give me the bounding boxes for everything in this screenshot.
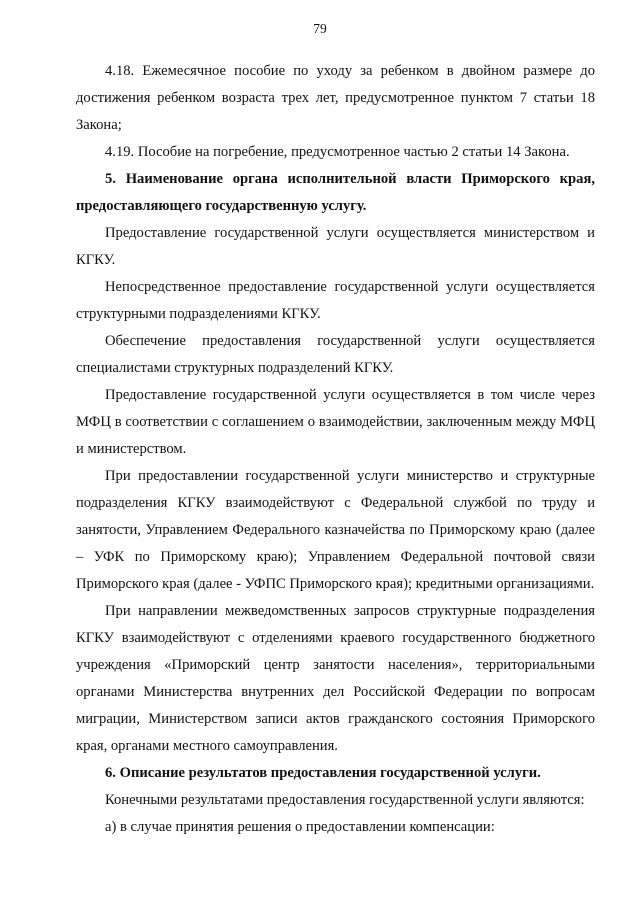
page-number: 79: [313, 21, 327, 36]
paragraph-item-a: а) в случае принятия решения о предоставлении компенсации:: [105, 819, 495, 835]
paragraph-interaction: При предоставлении государственной услуги министерство и структурные подразделения КГКУ взаимодействуют с Федеральной службой по труду и занятости, Управлением Федерального казначейства по Приморскому краю (далее – УФК по Приморскому краю); Управлением Федеральной почтовой связи Приморского края (далее - УФПС Приморского края); кредитными организациями.: [76, 468, 595, 592]
paragraph-provision-support: Обеспечение предоставления государственной услуги осуществляется специалистами структурных подразделений КГКУ.: [76, 333, 595, 376]
paragraph-4-18: 4.18. Ежемесячное пособие по уходу за ребенком в двойном размере до достижения ребенком возраста трех лет, предусмотренное пунктом 7 статьи 18 Закона;: [76, 63, 595, 133]
paragraph-mfc: Предоставление государственной услуги осуществляется в том числе через МФЦ в соответствии с соглашением о взаимодействии, заключенным между МФЦ и министерством.: [76, 387, 595, 457]
paragraph-final-results: Конечными результатами предоставления государственной услуги являются:: [105, 792, 585, 808]
section-6-heading: 6. Описание результатов предоставления государственной услуги.: [105, 765, 541, 781]
paragraph-direct-provision: Непосредственное предоставление государственной услуги осуществляется структурными подразделениями КГКУ.: [76, 279, 595, 322]
page-body: [76, 58, 595, 841]
section-5-heading: 5. Наименование органа исполнительной власти Приморского края, предоставляющего государственную услугу.: [76, 171, 595, 214]
paragraph-interagency-requests: При направлении межведомственных запросов структурные подразделения КГКУ взаимодействуют с отделениями краевого государственного бюджетного учреждения «Приморский центр занятости населения», территориальными органами Министерства внутренних дел Российской Федерации по вопросам миграции, Министерством записи актов гражданского состояния Приморского края, органами местного самоуправления.: [76, 603, 595, 754]
paragraph-4-19: 4.19. Пособие на погребение, предусмотренное частью 2 статьи 14 Закона.: [105, 144, 570, 160]
paragraph-provision-ministry: Предоставление государственной услуги осуществляется министерством и КГКУ.: [76, 225, 595, 268]
